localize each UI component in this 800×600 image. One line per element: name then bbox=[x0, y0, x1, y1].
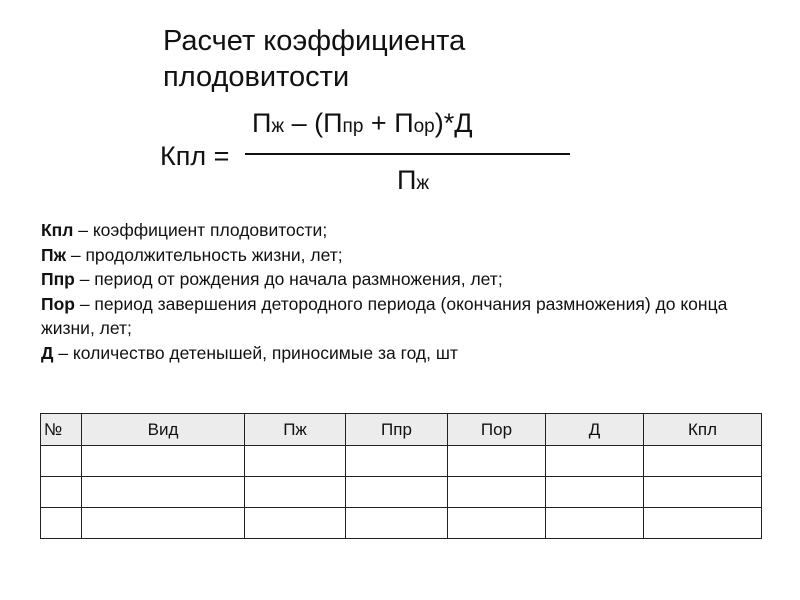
formula-numerator bbox=[252, 108, 473, 139]
definition-term: Д bbox=[41, 342, 54, 363]
term-pzh: П bbox=[252, 108, 272, 138]
table-row bbox=[41, 477, 762, 508]
definition-por bbox=[41, 292, 776, 341]
col-header-ppr: Ппр bbox=[346, 414, 448, 446]
definition-d bbox=[41, 341, 776, 366]
formula-lhs: Кпл = bbox=[160, 141, 230, 171]
table-cell[interactable] bbox=[245, 477, 346, 508]
term-por: П bbox=[394, 108, 414, 138]
term-ppr: П bbox=[323, 108, 343, 138]
table-cell[interactable] bbox=[448, 508, 546, 539]
table-cell[interactable] bbox=[346, 477, 448, 508]
table-cell[interactable] bbox=[644, 446, 762, 477]
term-ppr-sub: пр bbox=[342, 116, 364, 137]
table-cell[interactable] bbox=[82, 446, 245, 477]
definition-ppr bbox=[41, 267, 776, 292]
definition-text: – продолжительность жизни, лет; bbox=[66, 244, 343, 265]
definition-term: Ппр bbox=[41, 269, 75, 289]
table-cell[interactable] bbox=[245, 508, 346, 539]
table-cell[interactable] bbox=[546, 477, 644, 508]
table-cell[interactable] bbox=[41, 477, 82, 508]
table-cell[interactable] bbox=[448, 446, 546, 477]
col-header-kpl: Кпл bbox=[644, 414, 762, 446]
definition-text: – количество детенышей, приносимые за год, шт bbox=[53, 342, 458, 363]
fraction-bar bbox=[245, 153, 570, 155]
definition-pzh bbox=[41, 243, 776, 268]
col-header-pzh: Пж bbox=[245, 414, 346, 446]
table-cell[interactable] bbox=[245, 446, 346, 477]
formula-minus: – ( bbox=[284, 108, 324, 138]
definition-term: Кпл bbox=[41, 220, 74, 240]
table-cell[interactable] bbox=[82, 477, 245, 508]
formula-plus: + bbox=[363, 108, 395, 138]
den-pzh-sub: ж bbox=[416, 173, 430, 194]
table-row bbox=[41, 508, 762, 539]
col-header-por: Пор bbox=[448, 414, 546, 446]
data-table bbox=[40, 413, 762, 539]
table-cell[interactable] bbox=[82, 508, 245, 539]
table-cell[interactable] bbox=[546, 446, 644, 477]
col-header-number: № bbox=[41, 414, 82, 446]
table-cell[interactable] bbox=[546, 508, 644, 539]
table-header-row bbox=[41, 414, 762, 446]
table-cell[interactable] bbox=[346, 446, 448, 477]
table-cell[interactable] bbox=[41, 508, 82, 539]
definitions-list bbox=[41, 218, 776, 365]
definition-text: – коэффициент плодовитости; bbox=[73, 220, 328, 240]
table-cell[interactable] bbox=[346, 508, 448, 539]
term-por-sub: ор bbox=[413, 116, 435, 137]
formula-denominator bbox=[397, 165, 429, 196]
table-row bbox=[41, 446, 762, 477]
table-cell[interactable] bbox=[448, 477, 546, 508]
definition-kpl bbox=[41, 218, 776, 243]
definition-text: – период завершения детородного периода (окончания размножения) до конца жизни, лет; bbox=[41, 293, 728, 338]
page-title: Расчет коэффициента плодовитости bbox=[163, 25, 466, 93]
definition-text: – период от рождения до начала размножения, лет; bbox=[74, 269, 503, 289]
formula-tail: )*Д bbox=[434, 108, 473, 138]
col-header-d: Д bbox=[546, 414, 644, 446]
table-cell[interactable] bbox=[41, 446, 82, 477]
term-pzh-sub: ж bbox=[271, 116, 285, 137]
definition-term: Пор bbox=[41, 293, 75, 314]
fertility-formula bbox=[160, 108, 600, 208]
definition-term: Пж bbox=[41, 244, 66, 265]
col-header-species: Вид bbox=[82, 414, 245, 446]
table-cell[interactable] bbox=[644, 508, 762, 539]
table-cell[interactable] bbox=[644, 477, 762, 508]
den-pzh: П bbox=[397, 165, 417, 195]
